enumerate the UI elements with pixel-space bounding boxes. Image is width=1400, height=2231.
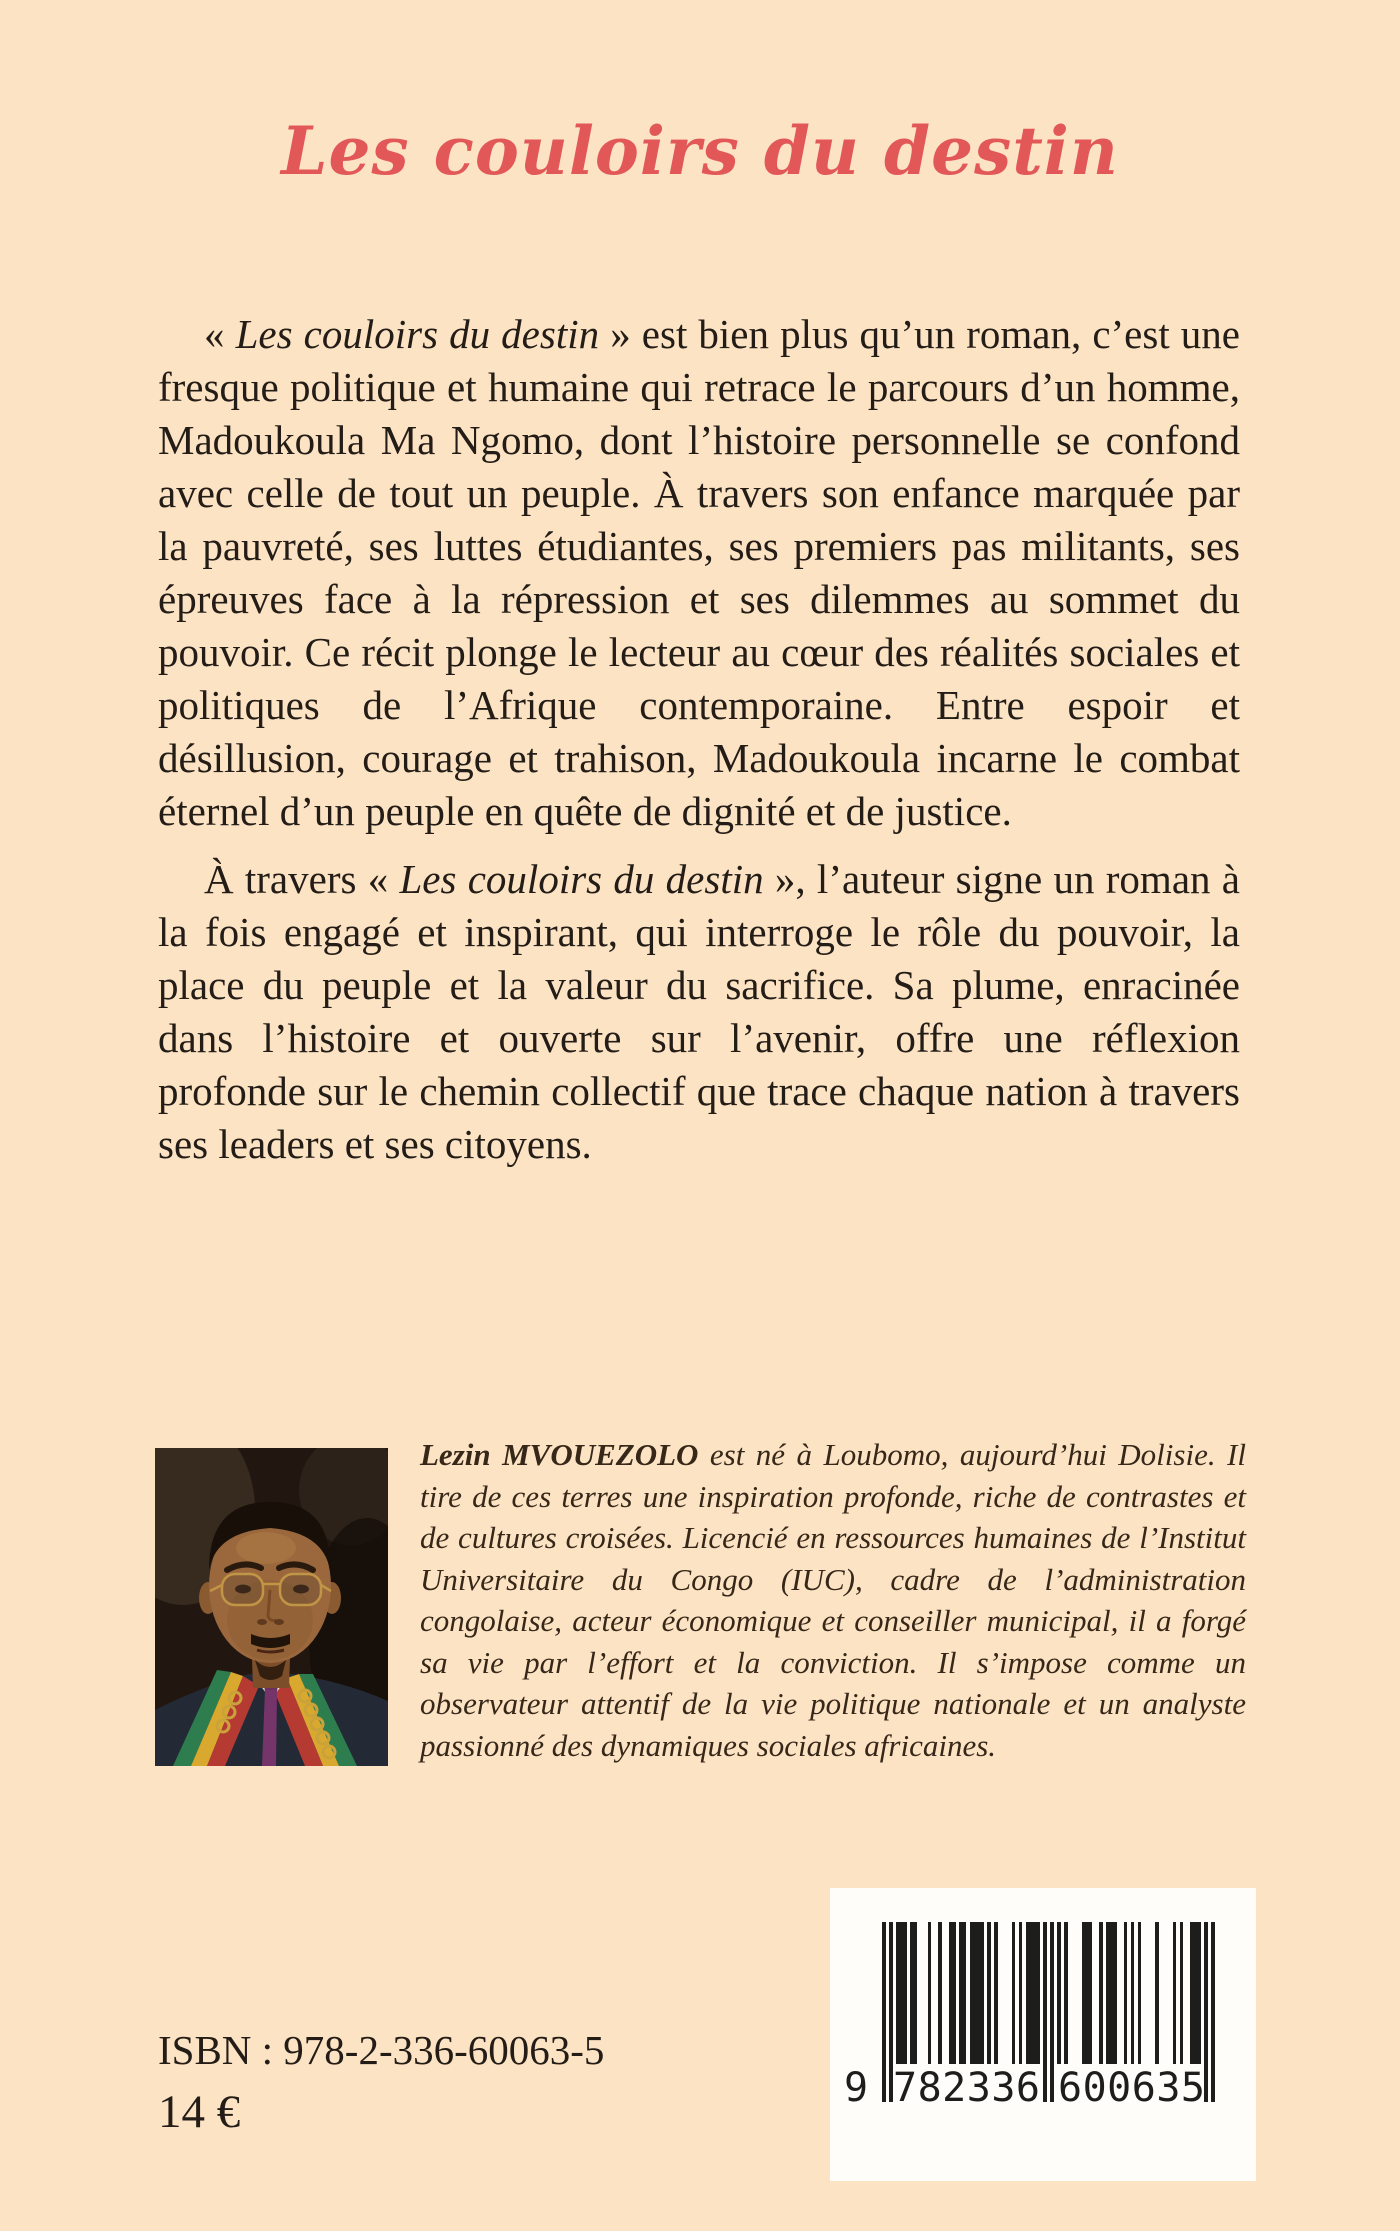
barcode-digits-group1: 7 8 2 3 3 6 — [893, 2065, 1040, 2111]
barcode — [830, 1888, 1256, 2181]
price-text: 14 € — [158, 2086, 241, 2138]
synopsis — [158, 308, 1240, 1171]
barcode-digits — [830, 2066, 1256, 2110]
author-bio: Lezin MVOUEZOLO est né à Loubomo, aujourd’hui Dolisie. Il tire de ces terres une inspiration profonde, riche de contrastes et de cultures croisées. Licencié en ressources humaines de l’Institut Universitaire du Congo (IUC), cadre de l’administration congolaise, acteur économique et conseiller municipal, il a forgé sa vie par l’effort et la conviction. Il s’impose comme un observateur attentif de la vie politique nationale et un analyste passionné des dynamiques sociales africaines. — [420, 1437, 1246, 1763]
synopsis-paragraph-1: « Les couloirs du destin » est bien plus qu’un roman, c’est une fresque politique et humaine qui retrace le parcours d’un homme, Madoukoula Ma Ngomo, dont l’histoire personnelle se confond avec celle de tout un peuple. À travers son enfance marquée par la pauvreté, ses luttes étudiantes, ses premiers pas militants, ses épreuves face à la répression et ses dilemmes au sommet du pouvoir. Ce récit plonge le lecteur au cœur des réalités sociales et politiques de l’Afrique contemporaine. Entre espoir et désillusion, courage et trahison, Madoukoula incarne le combat éternel d’un peuple en quête de dignité et de justice. — [158, 311, 1240, 834]
author-photo — [155, 1448, 388, 1766]
author-portrait-illustration — [155, 1448, 388, 1766]
isbn-text: ISBN : 978-2-336-60063-5 — [158, 2027, 605, 2073]
synopsis-paragraph-2: À travers « Les couloirs du destin », l’auteur signe un roman à la fois engagé et inspirant, qui interroge le rôle du pouvoir, la place du peuple et la valeur du sacrifice. Sa plume, enracinée dans l’histoire et ouverte sur l’avenir, offre une réflexion profonde sur le chemin collectif que trace chaque nation à travers ses leaders et ses citoyens. — [158, 856, 1241, 1167]
barcode-digit-prefix: 9 — [844, 2065, 869, 2111]
barcode-digits-group2: 6 0 0 6 3 5 — [1058, 2065, 1205, 2111]
book-title: Les couloirs du destin — [281, 112, 1119, 190]
